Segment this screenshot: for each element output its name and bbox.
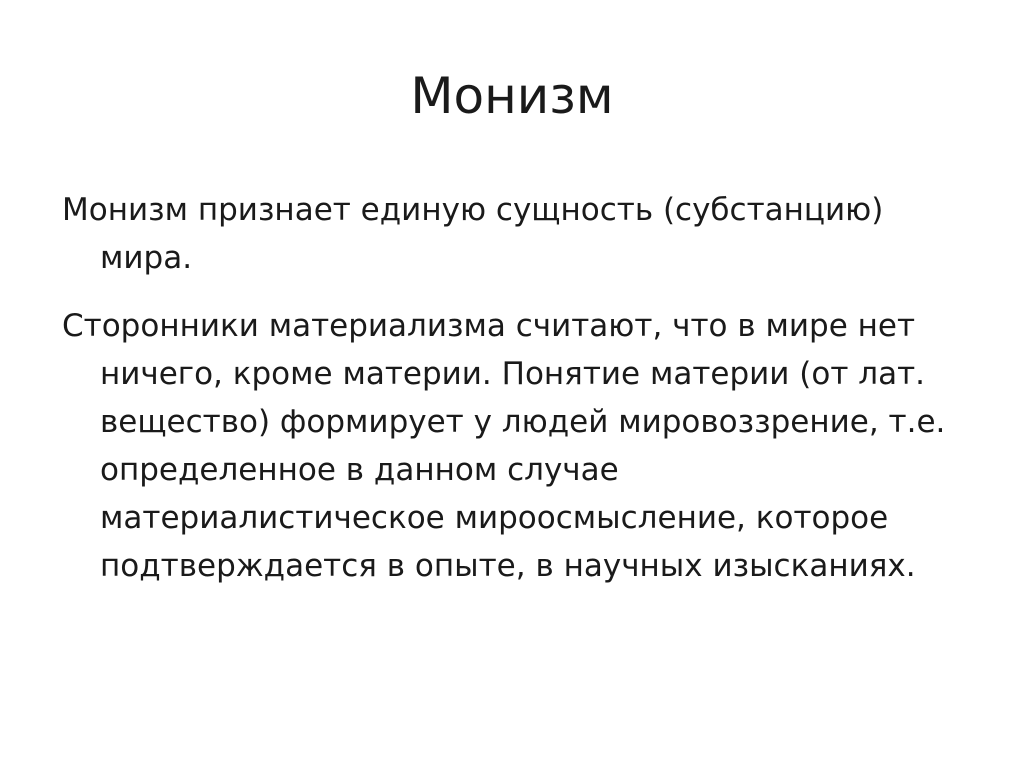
slide-body (62, 186, 962, 610)
paragraph-monism-definition: Монизм признает единую сущность (субстанцию) мира. (62, 192, 884, 276)
paragraph-materialism: Сторонники материализма считают, что в мире нет ничего, кроме материи. Понятие материи (от лат. вещество) формирует у людей мировоззрение, т.е. определенное в данном случае материалистическое мироосмысление, которое подтверждается в опыте, в научных изысканиях. (62, 308, 946, 584)
slide-title: Монизм (410, 67, 614, 125)
